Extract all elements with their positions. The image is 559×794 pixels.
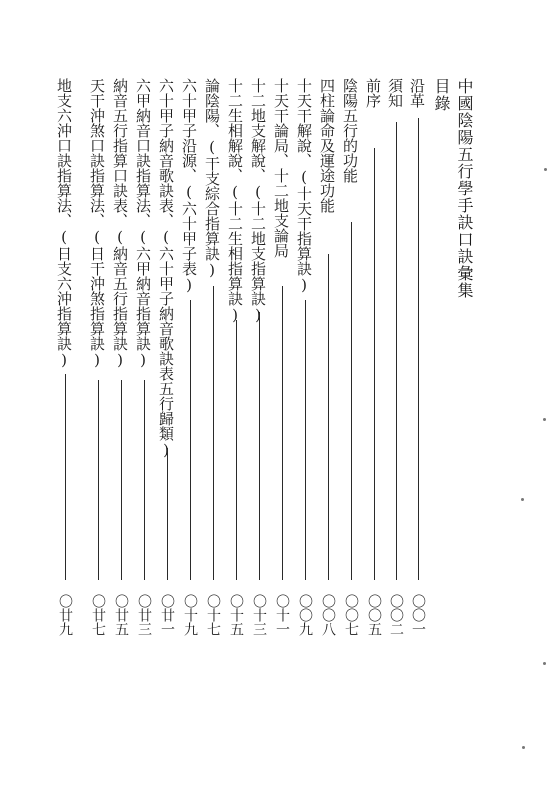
toc-leader — [396, 122, 397, 580]
toc-leader — [121, 380, 122, 580]
toc-page-number: 〇廿九 — [57, 594, 73, 636]
toc-leader — [374, 148, 375, 580]
toc-leader — [305, 300, 306, 580]
toc-entry-label: 論陰陽、(干支綜合指算訣) — [203, 78, 221, 279]
toc-leader — [236, 320, 237, 580]
toc-entry-label: 須知 — [386, 78, 404, 108]
toc-leader — [351, 222, 352, 580]
toc-leader — [328, 254, 329, 580]
toc-page-number: 〇十七 — [205, 594, 221, 636]
toc-page-number: 〇十三 — [251, 594, 267, 636]
toc-entry-label: 六十甲子納音歌訣表、(六十甲子納音歌訣表五行歸類) — [157, 78, 175, 459]
toc-leader — [98, 380, 99, 580]
toc-page-number: 〇廿五 — [113, 594, 129, 636]
toc-leader — [190, 300, 191, 580]
toc-page-number: 〇十九 — [182, 594, 198, 636]
toc-entry-label: 十二地支解說、(十二地支指算訣) — [249, 78, 267, 324]
toc-entry-label: 十天干解說、(十天干指算訣) — [295, 78, 313, 294]
scan-speck — [543, 418, 546, 421]
toc-page-number: 〇〇八 — [320, 594, 336, 636]
toc-entry-label: 六甲納音口訣指算法、(六甲納音指算訣) — [134, 78, 152, 369]
book-title: 中國陰陽五行學手訣口訣彙集 — [455, 78, 474, 299]
toc-page-number: 〇十一 — [274, 594, 290, 636]
toc-page-number: 〇十五 — [228, 594, 244, 636]
toc-entry-label: 四柱論命及運途功能 — [318, 78, 336, 213]
toc-entry-label: 納音五行指算口訣表、(納音五行指算訣) — [111, 78, 129, 369]
toc-entry-label: 十二生相解說、(十二生相指算訣) — [226, 78, 244, 324]
toc-page-number: 〇〇九 — [297, 594, 313, 636]
toc-entry-label: 前序 — [364, 78, 382, 108]
toc-leader — [418, 118, 419, 580]
toc-page-number: 〇〇七 — [343, 594, 359, 636]
scan-speck — [521, 498, 524, 501]
toc-leader — [282, 286, 283, 580]
toc-page-number: 〇〇一 — [410, 594, 426, 636]
toc-page-number: 〇廿一 — [159, 594, 175, 636]
toc-entry-label: 十天干論局、十二地支論局 — [272, 78, 290, 258]
toc-leader — [167, 448, 168, 580]
toc-entry-label: 天干沖煞口訣指算法、(日干沖煞指算訣) — [88, 78, 106, 369]
scan-speck — [522, 746, 525, 749]
toc-heading: 目錄 — [432, 78, 451, 112]
scan-speck — [543, 662, 546, 665]
toc-leader — [65, 374, 66, 580]
toc-leader — [213, 286, 214, 580]
toc-page-number: 〇〇五 — [366, 594, 382, 636]
toc-entry-label: 沿革 — [408, 78, 426, 108]
toc-entry-label: 地支六沖口訣指算法、(日支六沖指算訣) — [55, 78, 73, 369]
toc-page-number: 〇廿七 — [90, 594, 106, 636]
toc-leader — [259, 312, 260, 580]
toc-entry-label: 六十甲子沿源、(六十甲子表) — [180, 78, 198, 294]
scan-speck — [544, 168, 547, 171]
toc-page-number: 〇〇二 — [388, 594, 404, 636]
toc-leader — [144, 380, 145, 580]
toc-entry-label: 陰陽五行的功能 — [341, 78, 359, 183]
toc-page-number: 〇廿三 — [136, 594, 152, 636]
